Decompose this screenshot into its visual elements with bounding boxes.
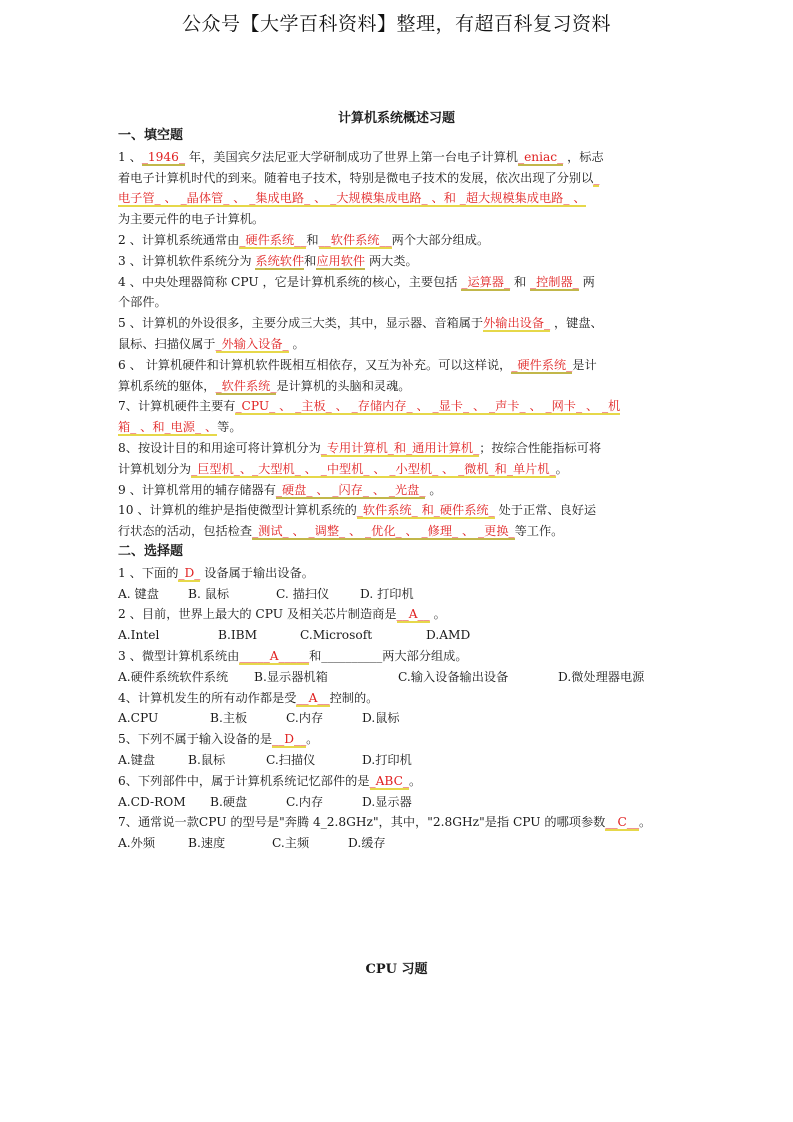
q10-line2 (118, 521, 678, 542)
q4-line1 (118, 272, 678, 293)
question-text: 为主要元件的电子计算机。 (118, 212, 265, 227)
question-text: 年，美国宾夕法尼亚大学研制成功了世界上第一台电子计算机 (185, 149, 518, 164)
answer-blank: 系统软件 (255, 253, 305, 268)
answer-blank: _控制器_ (530, 274, 579, 289)
question-text: 1 、下面的 (118, 565, 179, 580)
mc-options (118, 625, 678, 646)
mc-option: D.缓存 (348, 836, 386, 851)
mc-option: A. 键盘 (118, 586, 159, 601)
mc-option: D.鼠标 (362, 711, 400, 726)
mc-option: C.Microsoft (300, 628, 373, 643)
mc-option: D.微处理器电源 (558, 669, 645, 684)
q10-line1 (118, 500, 678, 521)
mc-option: B.鼠标 (188, 752, 226, 767)
question-text: 等。 (217, 420, 242, 435)
answer-blank: _硬件系统_ (511, 357, 573, 372)
mc-option: A.Intel (118, 628, 160, 643)
mc-option: A.CPU (118, 711, 159, 726)
question-text: 控制的。 (329, 690, 379, 705)
answer-blank: _硬盘_ 、 _闪存_ 、 _光盘_ (275, 482, 426, 497)
exercise-content (118, 126, 678, 854)
mc-question (118, 563, 678, 584)
answer-blank: _软件系统_ (215, 378, 277, 393)
question-text: 两 (578, 274, 595, 289)
q5-line2 (118, 334, 678, 355)
document-title: 计算机系统概述习题 (337, 111, 455, 126)
answer-blank: __软件系统__ (318, 232, 392, 247)
mc-option: C.内存 (286, 794, 324, 809)
mc-option: C.扫描仪 (266, 752, 316, 767)
question-text: 1 、 (118, 149, 142, 164)
mc-question (118, 688, 678, 709)
question-text: 个部件。 (118, 295, 167, 310)
answer-blank: _专用计算机_和_通用计算机_ (320, 440, 480, 455)
mc-option: D.显示器 (362, 794, 412, 809)
question-text: 是计 (572, 357, 597, 372)
answer-blank: _测试_ 、 _调整_ 、 _优化_ 、 _修理_ 、 _更换_ (252, 524, 515, 539)
mc-option: D.AMD (426, 628, 471, 643)
answer-blank: _硬件系统__ (239, 232, 307, 247)
answer-blank: 电子管_ 、 _晶体管_ 、 _集成电路_ 、 _大规模集成电路_ 、和 _超大规模集成电路_ 、 (118, 191, 586, 206)
answer-blank: _ (593, 170, 600, 185)
question-text: 和 (306, 232, 319, 247)
answer-blank: _运算器_ (461, 274, 511, 289)
mc-option: D.打印机 (362, 752, 412, 767)
mc-option: A.CD-ROM (118, 794, 186, 809)
question-text: 。 (429, 607, 446, 622)
question-text: 5、下列不属于输入设备的是 (118, 732, 273, 747)
q6-line2 (118, 376, 678, 397)
mc-options (118, 667, 678, 688)
q3 (118, 251, 678, 272)
section-heading-multiple-choice: 二、选择题 (118, 543, 184, 559)
question-text: 。 (409, 773, 422, 788)
question-text: 两大类。 (365, 253, 418, 268)
mc-option: C.内存 (286, 711, 324, 726)
question-text: 5 、计算机的外设很多，主要分成三大类，其中，显示器、音箱属于 (118, 316, 484, 331)
q7-line1 (118, 396, 678, 417)
mc-option: B.主板 (210, 711, 248, 726)
q8-line2 (118, 459, 678, 480)
mc-option: A.硬件系统软件系统 (118, 669, 229, 684)
mc-option: B.IBM (218, 628, 258, 643)
page-header-banner: 公众号【大学百科资料】整理，有超百科复习资料 (181, 13, 611, 35)
question-text: 鼠标、扫描仪属于 (118, 336, 216, 351)
question-text: ，键盘、 (550, 316, 603, 331)
mc-option: C. 描扫仪 (276, 586, 330, 601)
question-text: 。 (288, 336, 305, 351)
question-text: 是计算机的头脑和灵魂。 (276, 378, 411, 393)
answer-blank: _eniac_ (517, 149, 564, 164)
answer-blank: 箱_ 、和_电源_ 、 (118, 420, 218, 435)
question-text: ；按综合性能指标可将 (479, 440, 602, 455)
q1-line3 (118, 188, 678, 209)
q1-line2 (118, 168, 678, 189)
answer-blank: _1946_ (141, 149, 186, 164)
answer-blank: _外输入设备_ (215, 336, 289, 351)
q8-line1 (118, 438, 678, 459)
question-text: 计算机划分为 (118, 461, 192, 476)
cpu-section-title: CPU 习题 (365, 962, 428, 977)
mc-question (118, 646, 678, 667)
mc-option: D. 打印机 (360, 586, 414, 601)
mc-option: B.速度 (188, 836, 226, 851)
question-text: 6 、 计算机硬件和计算机软件既相互相依存，又互为补充。可以这样说， (118, 357, 512, 372)
mc-option: A.外频 (118, 836, 156, 851)
answer-blank: _____A_____ (239, 648, 310, 663)
answer-blank: 外输出设备_ (483, 316, 551, 331)
question-text: 7、计算机硬件主要有 (118, 399, 236, 414)
q5-line1 (118, 313, 678, 334)
question-text: 。 (555, 461, 568, 476)
question-text: 8、按设计目的和用途可将计算机分为 (118, 440, 321, 455)
q4-line2 (118, 292, 678, 313)
answer-blank: __A__ (296, 690, 330, 705)
section-heading-fill-in: 一、填空题 (118, 128, 184, 143)
question-text: 2 、目前，世界上最大的 CPU 及相关芯片制造商是 (118, 607, 397, 622)
q2 (118, 230, 678, 251)
mc-question (118, 729, 678, 750)
mc-options (118, 708, 678, 729)
question-text: 3 、微型计算机系统由 (118, 648, 240, 663)
mc-option: C.主频 (272, 836, 310, 851)
question-text: 行状态的活动，包括检查 (118, 524, 253, 539)
question-text: 。 (425, 482, 442, 497)
question-text: 。 (306, 732, 319, 747)
answer-blank: _CPU_ 、 _主板_ 、 _存储内存_ 、 _显卡_ 、 _声卡_ 、 _网卡_ 、 _机 (235, 399, 621, 414)
question-text: 6、下列部件中，属于计算机系统记忆部件的是 (118, 773, 370, 788)
answer-blank: _软件系统_ 和_硬件系统_ (356, 503, 495, 518)
answer-blank: __C__ (605, 815, 640, 830)
q9 (118, 480, 678, 501)
answer-blank: _ABC_ (369, 773, 410, 788)
question-text: 和__________两大部分组成。 (309, 648, 468, 663)
mc-option: A.键盘 (118, 752, 156, 767)
answer-blank: __D__ (272, 732, 307, 747)
q7-line2 (118, 417, 678, 438)
question-text: 等工作。 (514, 524, 564, 539)
question-text: 处于正常、良好运 (494, 503, 597, 518)
mc-options (118, 584, 678, 605)
mc-option: B. 鼠标 (188, 586, 230, 601)
question-text: 2 、计算机系统通常由 (118, 232, 240, 247)
mc-option: C.输入设备输出设备 (398, 669, 509, 684)
question-text: 和 (304, 253, 317, 268)
answer-blank: __A__ (396, 607, 430, 622)
mc-option: B.显示器机箱 (254, 669, 328, 684)
question-text: 3 、计算机软件系统分为 (118, 253, 256, 268)
question-text: 4 、中央处理器简称 CPU ，它是计算机系统的核心，主要包括 (118, 274, 462, 289)
q6-line1 (118, 355, 678, 376)
question-text: 算机系统的躯体， (118, 378, 216, 393)
question-text: 4、计算机发生的所有动作都是受 (118, 690, 297, 705)
question-text: 9 、计算机常用的辅存储器有 (118, 482, 276, 497)
mc-question (118, 771, 678, 792)
q1-line1 (118, 147, 678, 168)
question-text: 。 (639, 815, 652, 830)
mc-question (118, 812, 678, 833)
question-text: 着电子计算机时代的到来。随着电子技术，特别是微电子技术的发展，依次出现了分别以 (118, 170, 594, 185)
mc-option: B.硬盘 (210, 794, 248, 809)
answer-blank: _D_ (178, 565, 201, 580)
answer-blank: _巨型机_、_大型机_ 、 _中型机_ 、 _小型机_ 、 _微机_和_单片机_ (191, 461, 556, 476)
question-text: 两个大部分组成。 (391, 232, 490, 247)
mc-options (118, 750, 678, 771)
mc-question (118, 604, 678, 625)
question-text: 10 、计算机的维护是指使微型计算机系统的 (118, 503, 357, 518)
mc-options (118, 833, 678, 854)
multiple-choice-list (118, 563, 678, 854)
question-text: 7、通常说一款CPU 的型号是"奔腾 4_2.8GHz"，其中，"2.8GHz"是指 CPU 的哪项参数 (118, 815, 606, 830)
q1-line4 (118, 209, 678, 230)
question-text: 设备属于输出设备。 (200, 565, 314, 580)
mc-options (118, 792, 678, 813)
question-text: 和 (510, 274, 531, 289)
question-text: ，标志 (563, 149, 604, 164)
answer-blank: 应用软件 (316, 253, 366, 268)
